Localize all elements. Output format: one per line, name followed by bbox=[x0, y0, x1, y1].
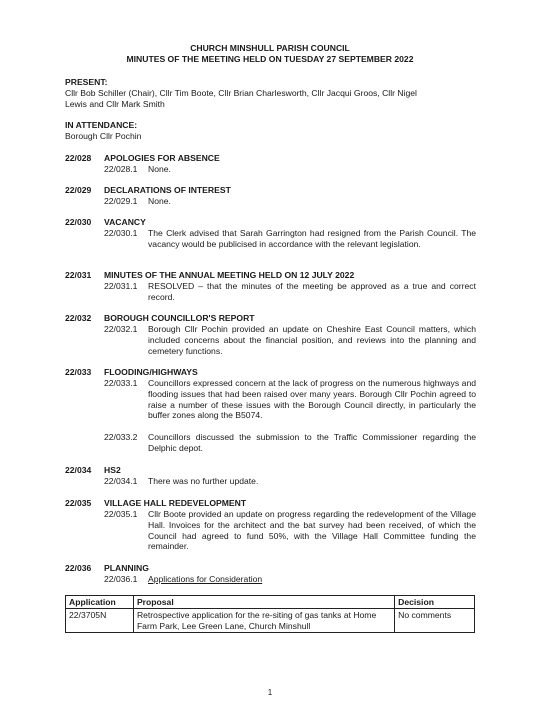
table-row bbox=[66, 609, 475, 633]
section-title-declarations: DECLARATIONS OF INTEREST bbox=[104, 185, 231, 195]
minute-item bbox=[104, 228, 476, 250]
minute-item bbox=[104, 196, 476, 207]
section-number: 22/031 bbox=[65, 270, 92, 280]
present-line-2: Lewis and Cllr Mark Smith bbox=[65, 98, 165, 109]
minute-item bbox=[104, 574, 476, 585]
table-header-row bbox=[66, 596, 475, 609]
minute-item bbox=[104, 476, 476, 487]
section-number: 22/033 bbox=[65, 367, 92, 377]
item-text: RESOLVED – that the minutes of the meeting be approved as a true and correct record. bbox=[148, 281, 476, 302]
item-number: 22/030.1 bbox=[104, 228, 138, 238]
item-text: None. bbox=[148, 196, 171, 206]
page-number: 1 bbox=[267, 688, 273, 697]
item-number: 22/033.1 bbox=[104, 378, 138, 388]
minute-item bbox=[104, 509, 476, 552]
section-title-vacancy: VACANCY bbox=[104, 217, 146, 227]
item-number: 22/036.1 bbox=[104, 574, 138, 584]
section-title-hs2: HS2 bbox=[104, 465, 121, 475]
attendance-line-1: Borough Cllr Pochin bbox=[65, 130, 142, 141]
minute-item bbox=[104, 432, 476, 454]
section-title-apologies: APOLOGIES FOR ABSENCE bbox=[104, 153, 220, 163]
item-number: 22/028.1 bbox=[104, 164, 138, 174]
section-number: 22/028 bbox=[65, 153, 92, 163]
item-number: 22/033.2 bbox=[104, 432, 138, 442]
application-cell: 22/3705N bbox=[66, 609, 134, 633]
column-header-proposal: Proposal bbox=[133, 596, 394, 609]
item-text: Borough Cllr Pochin provided an update on Cheshire East Council matters, which included concerns about the financial position, and reviews into the planning and cemetery functions. bbox=[148, 324, 476, 356]
section-number: 22/034 bbox=[65, 465, 92, 475]
section-number: 22/029 bbox=[65, 185, 92, 195]
attendance-heading: IN ATTENDANCE: bbox=[65, 120, 138, 130]
section-number: 22/032 bbox=[65, 313, 92, 323]
minute-item bbox=[104, 324, 476, 356]
planning-applications-table bbox=[65, 595, 475, 633]
council-name: CHURCH MINSHULL PARISH COUNCIL bbox=[190, 43, 350, 53]
proposal-cell: Retrospective application for the re-siting of gas tanks at Home Farm Park, Lee Green Lane, Church Minshull bbox=[133, 609, 394, 633]
minute-item bbox=[104, 164, 476, 175]
item-number: 22/032.1 bbox=[104, 324, 138, 334]
present-block bbox=[65, 77, 477, 109]
section-number: 22/036 bbox=[65, 563, 92, 573]
attendance-block bbox=[65, 120, 477, 142]
section-title-borough-report: BOROUGH COUNCILLOR'S REPORT bbox=[104, 313, 255, 323]
section-title-village-hall: VILLAGE HALL REDEVELOPMENT bbox=[104, 498, 247, 508]
item-number: 22/031.1 bbox=[104, 281, 138, 291]
item-number: 22/034.1 bbox=[104, 476, 138, 486]
item-text: Councillors expressed concern at the lack of progress on the numerous highways and flooding issues that had been raised over many years. Borough Cllr Pochin agreed to raise a number of these issues with the Borough Council directly, in particularly the buffer zones along the B5074. bbox=[148, 378, 476, 421]
minute-item bbox=[104, 281, 476, 303]
column-header-application: Application bbox=[66, 596, 134, 609]
item-text: None. bbox=[148, 164, 171, 174]
subheading-applications: Applications for Consideration bbox=[148, 574, 263, 584]
section-number: 22/035 bbox=[65, 498, 92, 508]
section-title-minutes: MINUTES OF THE ANNUAL MEETING HELD ON 12 JULY 2022 bbox=[104, 270, 355, 280]
section-title-planning: PLANNING bbox=[104, 563, 149, 573]
column-header-decision: Decision bbox=[395, 596, 475, 609]
present-heading: PRESENT: bbox=[65, 77, 108, 87]
item-number: 22/029.1 bbox=[104, 196, 138, 206]
document-header bbox=[0, 43, 540, 64]
item-text: Councillors discussed the submission to the Traffic Commissioner regarding the Delphic depot. bbox=[148, 432, 476, 453]
item-text: The Clerk advised that Sarah Garrington had resigned from the Parish Council. The vacancy would be publicised in accordance with the relevant legislation. bbox=[148, 228, 476, 249]
meeting-title: MINUTES OF THE MEETING HELD ON TUESDAY 27 SEPTEMBER 2022 bbox=[126, 53, 414, 64]
item-text: There was no further update. bbox=[148, 476, 259, 486]
decision-cell: No comments bbox=[395, 609, 475, 633]
minute-item bbox=[104, 378, 476, 421]
item-text: Cllr Boote provided an update on progress regarding the redevelopment of the Village Hall. Invoices for the architect and the bat survey had been received, of which the Council had agreed to fund 50%, with the Village Hall Committee funding the remainder. bbox=[148, 509, 476, 552]
present-line-1: Cllr Bob Schiller (Chair), Cllr Tim Boote, Cllr Brian Charlesworth, Cllr Jacqui Groos, Cllr Nigel bbox=[65, 87, 417, 98]
item-number: 22/035.1 bbox=[104, 509, 138, 519]
section-title-flooding: FLOODING/HIGHWAYS bbox=[104, 367, 198, 377]
section-number: 22/030 bbox=[65, 217, 92, 227]
